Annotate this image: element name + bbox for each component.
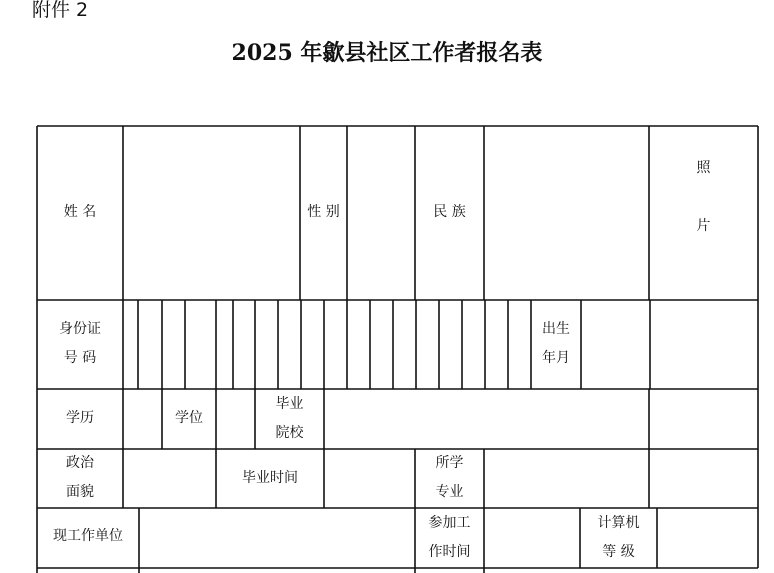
label-name: 姓 名 — [63, 204, 97, 220]
label-id-number-2: 号 码 — [63, 350, 97, 366]
annex-label: 附件 2 — [32, 0, 89, 21]
label-school-1: 毕业 — [275, 396, 304, 412]
form-title: 2025 年歙县社区工作者报名表 — [231, 40, 543, 66]
label-education: 学历 — [66, 410, 94, 426]
label-work-time-1: 参加工 — [428, 515, 471, 531]
label-major-2: 专业 — [435, 484, 464, 500]
label-politics-1: 政治 — [66, 455, 94, 471]
label-grad-time: 毕业时间 — [242, 470, 298, 486]
label-gender: 性 别 — [307, 204, 340, 220]
label-work-time-2: 作时间 — [428, 544, 471, 560]
label-birth-1: 出生 — [542, 321, 570, 337]
label-ethnicity: 民 族 — [433, 204, 466, 220]
label-id-number-1: 身份证 — [59, 321, 101, 337]
label-school-2: 院校 — [275, 425, 304, 441]
label-employer: 现工作单位 — [53, 528, 123, 544]
label-major-1: 所学 — [435, 455, 464, 471]
label-photo-2: 片 — [696, 218, 711, 234]
label-birth-2: 年月 — [542, 350, 570, 366]
label-degree: 学位 — [175, 410, 203, 426]
label-photo-1: 照 — [696, 160, 711, 176]
label-computer-2: 等 级 — [602, 544, 635, 560]
label-politics-2: 面貌 — [66, 484, 94, 500]
label-computer-1: 计算机 — [597, 515, 640, 531]
